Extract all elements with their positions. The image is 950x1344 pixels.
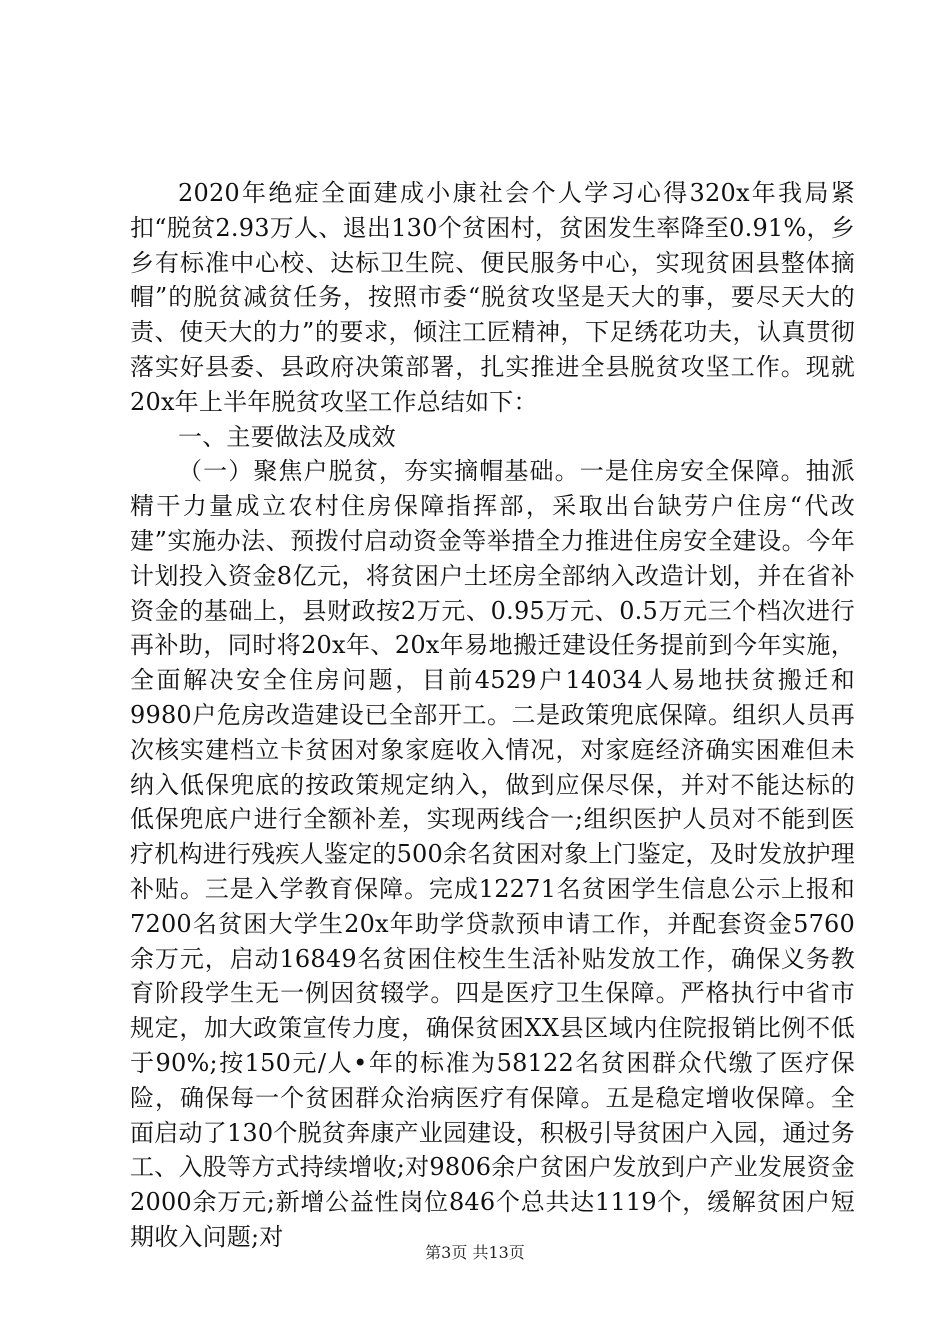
section-heading: 一、主要做法及成效 <box>178 422 396 451</box>
page-footer: 第3页 共13页 <box>425 1243 525 1262</box>
subsection-paragraph: （一）聚焦户脱贫，夯实摘帽基础。一是住房安全保障。抽派精干力量成立农村住房保障指挥部，采取出台缺劳户住房“代改建”实施办法、预拨付启动资金等举措全力推进住房安全建设。今年计划投入资金8亿元，将贫困户土坯房全部纳入改造计划，并在省补资金的基础上，县财政按2万元、0.95万元、0.5万元三个档次进行再补助，同时将20x年、20x年易地搬迁建设任务提前到今年实施，全面解决安全住房问题，目前4529户14034人易地扶贫搬迁和9980户危房改造建设已全部开工。二是政策兜底保障。组织人员再次核实建档立卡贫困对象家庭收入情况，对家庭经济确实困难但未纳入低保兜底的按政策规定纳入，做到应保尽保，并对不能达标的低保兜底户进行全额补差，实现两线合一;组织医护人员对不能到医疗机构进行残疾人鉴定的500余名贫困对象上门鉴定，及时发放护理补贴。三是入学教育保障。完成12271名贫困学生信息公示上报和7200名贫困大学生20x年助学贷款预申请工作，并配套资金5760余万元，启动16849名贫困住校生生活补贴发放工作，确保义务教育阶段学生无一例因贫辍学。四是医疗卫生保障。严格执行中省市规定，加大政策宣传力度，确保贫困XX县区域内住院报销比例不低于90%;按150元/人•年的标准为58122名贫困群众代缴了医疗保险，确保每一个贫困群众治病医疗有保障。五是稳定增收保障。全面启动了130个脱贫奔康产业园建设，积极引导贫困户入园，通过务工、入股等方式持续增收;对9806余户贫困户发放到户产业发展资金2000余万元;新增公益性岗位846个总共达1119个，缓解贫困户短期收入问题;对 <box>130 457 855 1251</box>
document-body <box>130 176 855 1255</box>
intro-paragraph: 2020年绝症全面建成小康社会个人学习心得320x年我局紧扣“脱贫2.93万人、退出130个贫困村，贫困发生率降至0.91%，乡乡有标准中心校、达标卫生院、便民服务中心，实现贫困县整体摘帽”的脱贫减贫任务，按照市委“脱贫攻坚是天大的事，要尽天大的责、使天大的力”的要求，倾注工匠精神，下足绣花功夫，认真贯彻落实好县委、县政府决策部署，扎实推进全县脱贫攻坚工作。现就20x年上半年脱贫攻坚工作总结如下： <box>130 179 855 416</box>
